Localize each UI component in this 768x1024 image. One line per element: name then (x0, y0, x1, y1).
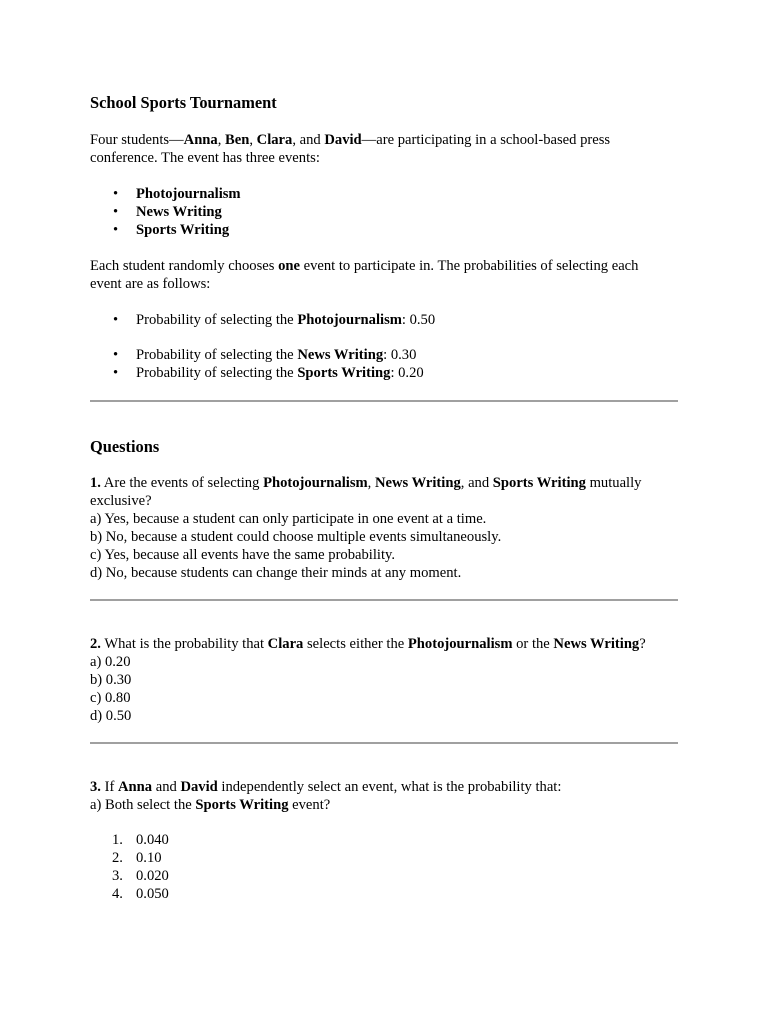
question-number: 3. (90, 779, 101, 795)
list-item (90, 867, 678, 885)
student-name-anna: Anna (183, 132, 218, 148)
list-item (90, 185, 678, 203)
intro-line-1 (90, 131, 678, 149)
emphasis: one (278, 258, 300, 274)
question-number: 1. (90, 475, 101, 491)
questions-heading: Questions (90, 437, 160, 456)
choice-line-1 (90, 257, 678, 275)
question-2 (90, 635, 678, 725)
choice-value: 0.10 (136, 850, 162, 866)
student-name-clara: Clara (256, 132, 293, 148)
separator: , (249, 132, 257, 148)
event-name: Photojournalism (407, 636, 513, 652)
probability-text: Probability of selecting the (136, 312, 298, 328)
choice-value: 0.040 (136, 832, 169, 848)
event-name: News Writing (136, 204, 222, 220)
probability-list-2 (90, 346, 678, 382)
question-text-part: Are the events of selecting (100, 475, 264, 491)
question-text (90, 778, 678, 796)
bullet-icon: • (113, 347, 119, 363)
bullet-icon: • (113, 365, 119, 381)
answer-option: c) 0.80 (90, 690, 131, 706)
answer-option: a) Yes, because a student can only participate in one event at a time. (90, 511, 487, 527)
bullet-icon: • (113, 204, 119, 220)
student-name-david: David (180, 779, 218, 795)
choice-paragraph (90, 257, 678, 293)
question-text (90, 635, 678, 653)
probability-text: Probability of selecting the (136, 365, 298, 381)
list-item (90, 311, 678, 329)
separator: , (367, 475, 375, 491)
answer-option: b) 0.30 (90, 672, 132, 688)
answer-option: a) 0.20 (90, 654, 131, 670)
question-text (90, 474, 678, 492)
answer-choices-list (90, 831, 678, 903)
separator: , and (460, 475, 493, 491)
question-3 (90, 778, 678, 814)
horizontal-divider (90, 400, 678, 402)
probability-value: : 0.50 (401, 312, 436, 328)
intro-text: Four students— (90, 132, 184, 148)
list-item (90, 221, 678, 239)
separator: , (217, 132, 226, 148)
event-name: News Writing (374, 475, 461, 491)
question-text-part: and (152, 779, 181, 795)
list-item (90, 203, 678, 221)
list-item (90, 885, 678, 903)
question-text-part: mutually (585, 475, 642, 491)
bullet-icon: • (113, 186, 119, 202)
choice-value: 0.020 (136, 868, 169, 884)
event-name: Sports Writing (195, 797, 289, 813)
probability-value: : 0.30 (383, 347, 417, 363)
sub-question-text: a) Both select the (90, 797, 196, 813)
list-number: 2. (112, 850, 123, 866)
question-1 (90, 474, 678, 582)
answer-option: d) No, because students can change their minds at any moment. (90, 565, 462, 581)
choice-text: Each student randomly chooses (90, 258, 279, 274)
question-text-part: selects either the (303, 636, 408, 652)
document-title: School Sports Tournament (90, 93, 277, 112)
probability-list-1 (90, 311, 678, 329)
question-text-part: ? (639, 636, 646, 652)
sub-question-text: event? (288, 797, 331, 813)
question-text-part: What is the probability that (100, 636, 268, 652)
student-name-clara: Clara (267, 636, 304, 652)
list-number: 4. (112, 886, 123, 902)
intro-text: —are participating in a school-based press (361, 132, 611, 148)
choice-text: event to participate in. The probabilities of selecting each (299, 258, 639, 274)
question-text-part: or the (512, 636, 554, 652)
events-list (90, 185, 678, 239)
probability-value: : 0.20 (390, 365, 424, 381)
bullet-icon: • (113, 222, 119, 238)
answer-option: d) 0.50 (90, 708, 132, 724)
choice-value: 0.050 (136, 886, 169, 902)
intro-line-2: conference. The event has three events: (90, 150, 320, 166)
student-name-ben: Ben (225, 132, 250, 148)
list-number: 1. (112, 832, 123, 848)
list-item (90, 831, 678, 849)
list-item (90, 364, 678, 382)
event-name: Photojournalism (136, 186, 241, 202)
question-number: 2. (90, 636, 101, 652)
question-text-part: If (100, 779, 118, 795)
event-name: Sports Writing (136, 222, 230, 238)
choice-line-2: event are as follows: (90, 276, 211, 292)
student-name-david: David (324, 132, 362, 148)
event-name: Photojournalism (263, 475, 368, 491)
student-name-anna: Anna (117, 779, 153, 795)
question-text-part: independently select an event, what is the probability that: (217, 779, 562, 795)
list-item (90, 849, 678, 867)
bullet-icon: • (113, 312, 119, 328)
separator: , and (292, 132, 325, 148)
list-item (90, 346, 678, 364)
event-name: Sports Writing (297, 365, 391, 381)
event-name: News Writing (297, 347, 384, 363)
list-number: 3. (112, 868, 123, 884)
horizontal-divider (90, 742, 678, 744)
probability-text: Probability of selecting the (136, 347, 298, 363)
intro-paragraph (90, 131, 678, 167)
event-name: Sports Writing (492, 475, 586, 491)
event-name: Photojournalism (297, 312, 402, 328)
answer-option: b) No, because a student could choose multiple events simultaneously. (90, 529, 502, 545)
sub-question-a (90, 796, 678, 814)
question-text-line-2: exclusive? (90, 493, 152, 509)
horizontal-divider (90, 599, 678, 601)
answer-option: c) Yes, because all events have the same probability. (90, 547, 396, 563)
event-name: News Writing (553, 636, 640, 652)
